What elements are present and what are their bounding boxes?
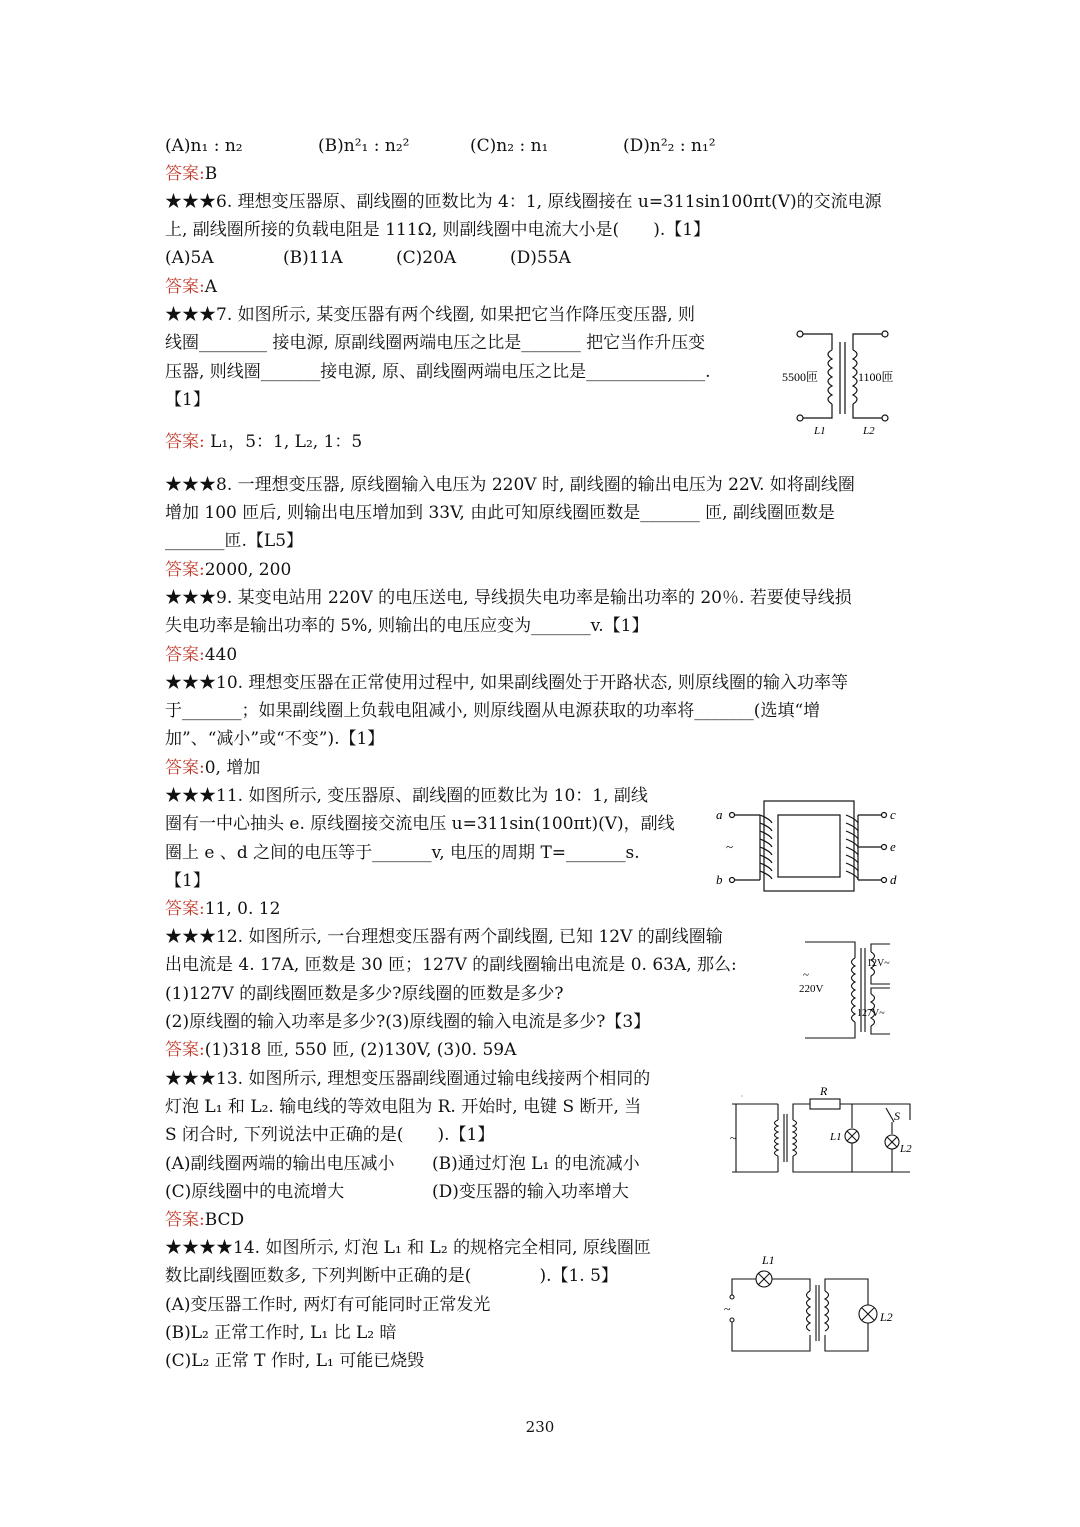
q7-answer: 答案: L₁，5：1, L₂, 1：5 — [165, 432, 363, 452]
q6-answer: 答案:A — [165, 277, 218, 297]
q13-option-c: (C)原线圈中的电流增大 — [165, 1182, 345, 1202]
q14-circuit-figure — [722, 1245, 907, 1357]
q7-line-2: 线圈________ 接电源, 原副线圈两端电压之比是_______ 把它当作升压变 — [165, 333, 706, 353]
q7-secondary-turns-label: 1100匝 — [858, 370, 894, 384]
q11-terminal-e-label: e — [890, 839, 896, 854]
q11-line-3: 圈上 e 、d 之间的电压等于_______v, 电压的周期 T=_______s. — [165, 843, 640, 863]
q14-option-b: (B)L₂ 正常工作时, L₁ 比 L₂ 暗 — [165, 1323, 397, 1343]
q7-line-3: 压器, 则线圈_______接电源, 原、副线圈两端电压之比是______________. — [165, 362, 711, 382]
q13-line-3: S 闭合时, 下列说法中正确的是( ).【1】 — [165, 1125, 495, 1145]
q14-bulb-l2-label: L2 — [880, 1310, 893, 1324]
q5-option-b: (B)n²₁ : n₂² — [318, 136, 410, 156]
q11-transformer-figure — [712, 795, 902, 897]
q8-line-3: _______匝.【L5】 — [165, 531, 304, 551]
q13-resistor-r-label: R — [820, 1084, 828, 1098]
page-number: 230 — [525, 1418, 555, 1436]
q14-bulb-l1-label: L1 — [762, 1253, 775, 1267]
q14-option-a: (A)变压器工作时, 两灯有可能同时正常发光 — [165, 1295, 491, 1315]
q13-option-d: (D)变压器的输入功率增大 — [432, 1182, 629, 1202]
q5-option-d: (D)n²₂ : n₁² — [623, 136, 716, 156]
q11-terminal-c-label: c — [890, 807, 896, 822]
q6-option-b: (B)11A — [283, 248, 343, 268]
q6-option-d: (D)55A — [510, 248, 571, 268]
q14-line-2: 数比副线圈匝数多, 下列判断中正确的是( ).【1. 5】 — [165, 1266, 618, 1286]
q12-line-1: ★★★12. 如图所示, 一台理想变压器有两个副线圈, 已知 12V 的副线圈输 — [165, 927, 723, 947]
q13-line-1: ★★★13. 如图所示, 理想变压器副线圈通过输电线接两个相同的 — [165, 1069, 651, 1089]
q9-line-1: ★★★9. 某变电站用 220V 的电压送电, 导线损失电功率是输出功率的 20％. 若要使导线损 — [165, 588, 852, 608]
q11-line-4: 【1】 — [165, 871, 210, 891]
q13-switch-s-label: S — [894, 1109, 900, 1123]
q12-secondary1-voltage-label: 12V~ — [867, 958, 890, 969]
q5-option-a: (A)n₁ : n₂ — [165, 136, 243, 156]
q12-line-4: (2)原线圈的输入功率是多少?(3)原线圈的输入电流是多少?【3】 — [165, 1012, 651, 1032]
q13-ac-symbol: ~ — [730, 1131, 737, 1145]
q8-line-2: 增加 100 匝后, 则输出电压增加到 33V, 由此可知原线圈匝数是_______ 匝, 副线圈匝数是 — [165, 503, 835, 523]
q9-answer: 答案:440 — [165, 645, 238, 665]
q6-line-1: ★★★6. 理想变压器原、副线圈的匝数比为 4：1, 原线圈接在 u=311sin100πt(V)的交流电源 — [165, 192, 882, 212]
q7-transformer-figure — [780, 322, 905, 438]
q13-option-b: (B)通过灯泡 L₁ 的电流减小 — [432, 1154, 640, 1174]
q11-terminal-a-label: a — [716, 807, 723, 822]
q13-bulb-l2-label: L2 — [900, 1143, 912, 1155]
q12-primary-voltage-label: 220V — [799, 983, 824, 995]
q12-ac-symbol: ~ — [803, 969, 809, 981]
q10-line-1: ★★★10. 理想变压器在正常使用过程中, 如果副线圈处于开路状态, 则原线圈的输入功率等 — [165, 673, 849, 693]
q7-coil-l1-label: L1 — [814, 425, 826, 437]
q7-line-4: 【1】 — [165, 390, 210, 410]
q11-ac-symbol: ~ — [726, 839, 734, 854]
q13-bulb-l1-label: L1 — [830, 1131, 842, 1143]
q5-answer: 答案:B — [165, 164, 218, 184]
q13-option-a: (A)副线圈两端的输出电压减小 — [165, 1154, 395, 1174]
q10-answer: 答案:0, 增加 — [165, 758, 261, 778]
q8-line-1: ★★★8. 一理想变压器, 原线圈输入电压为 220V 时, 副线圈的输出电压为 22V. 如将副线圈 — [165, 475, 855, 495]
q9-line-2: 失电功率是输出功率的 5%, 则输出的电压应变为_______v.【1】 — [165, 616, 649, 636]
q14-ac-symbol: ~ — [724, 1302, 731, 1316]
q12-line-2: 出电流是 4. 17A, 匝数是 30 匝；127V 的副线圈输出电流是 0. 63A, 那么: — [165, 955, 737, 975]
q12-secondary2-voltage-label: 127V~ — [857, 1008, 885, 1019]
q7-line-1: ★★★7. 如图所示, 某变压器有两个线圈, 如果把它当作降压变压器, 则 — [165, 305, 696, 325]
q12-transformer-figure — [795, 930, 905, 1055]
q5-option-c: (C)n₂ : n₁ — [470, 136, 549, 156]
q14-line-1: ★★★★14. 如图所示, 灯泡 L₁ 和 L₂ 的规格完全相同, 原线圈匝 — [165, 1238, 651, 1258]
q12-line-3: (1)127V 的副线圈匝数是多少?原线圈的匝数是多少? — [165, 984, 564, 1004]
q10-line-2: 于_______；如果副线圈上负载电阻减小, 则原线圈从电源获取的功率将_______(选填“增 — [165, 701, 821, 721]
q12-answer: 答案:(1)318 匝, 550 匝, (2)130V, (3)0. 59A — [165, 1040, 517, 1060]
q11-terminal-b-label: b — [716, 872, 723, 887]
q10-line-3: 加”、“减小”或“不变”).【1】 — [165, 729, 385, 749]
q11-answer: 答案:11, 0. 12 — [165, 899, 281, 919]
q6-line-2: 上, 副线圈所接的负载电阻是 111Ω, 则副线圈中电流大小是( ).【1】 — [165, 220, 711, 240]
q7-primary-turns-label: 5500匝 — [782, 370, 819, 384]
q13-answer: 答案:BCD — [165, 1210, 245, 1230]
q13-line-2: 灯泡 L₁ 和 L₂. 输电线的等效电阻为 R. 开始时, 电键 S 断开, 当 — [165, 1097, 642, 1117]
q6-option-a: (A)5A — [165, 248, 214, 268]
q11-line-1: ★★★11. 如图所示, 变压器原、副线圈的匝数比为 10：1, 副线 — [165, 786, 648, 806]
q13-circuit-figure — [728, 1082, 918, 1177]
q8-answer: 答案:2000, 200 — [165, 560, 292, 580]
q6-option-c: (C)20A — [396, 248, 457, 268]
q11-terminal-d-label: d — [890, 872, 897, 887]
q11-line-2: 圈有一中心抽头 e. 原线圈接交流电压 u=311sin(100πt)(V)，副线 — [165, 814, 675, 834]
q7-coil-l2-label: L2 — [863, 425, 875, 437]
q14-option-c: (C)L₂ 正常 T 作时, L₁ 可能已烧毁 — [165, 1351, 425, 1371]
